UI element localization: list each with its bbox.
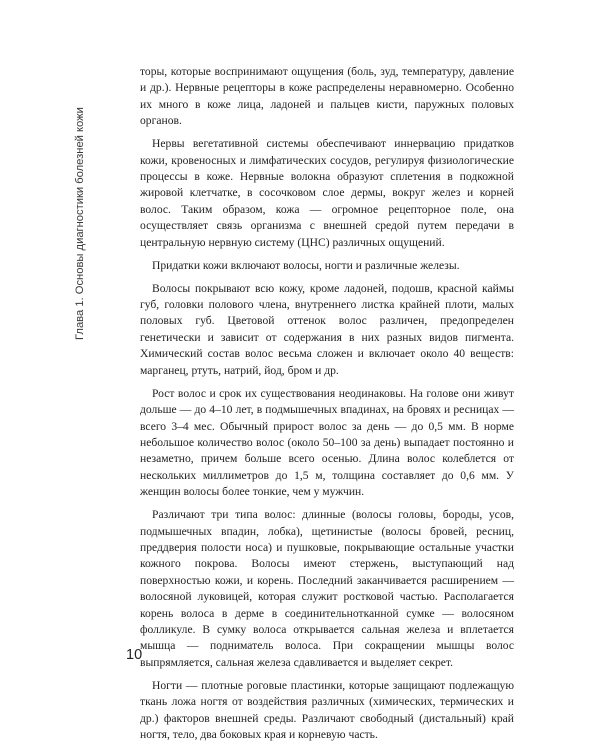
paragraph-4: Волосы покрывают всю кожу, кроме ладоней, подошв, красной каймы губ, головки полового члена, внутреннего листка крайней плоти, малых половых губ. Цветовой оттенок волос различен, предопределен генетически и зависит от содержания в них разных видов пигмента. Химический состав волос весьма сложен и включает около 40 веществ: марганец, ртуть, натрий, йод, бром и др. — [140, 281, 514, 377]
paragraph-7: Ногти — плотные роговые пластинки, которые защищают подлежащую ткань ложа ногтя от воздействия различных (химических, термических и др.) факторов внешней среды. Различают свободный (дистальный) край ногтя, тело, два боковых края и корневую часть. — [140, 678, 514, 741]
page-number: 10 — [126, 647, 143, 663]
running-header: Глава 1. Основы диагностики болезней кожи — [74, 107, 86, 340]
paragraph-2: Нервы вегетативной системы обеспечивают иннервацию придатков кожи, кровеносных и лимфатических сосудов, регулируя физиологические процессы в коже. Нервные волокна образуют сплетения в подкожной жировой клетчатке, в сосочковом слое дермы, вокруг желез и корней волос. Таким образом, кожа — огромное рецепторное поле, она осуществляет связь организма с внешней средой путем передачи в центральную нервную систему (ЦНС) различных ощущений. — [140, 137, 514, 249]
paragraph-1: торы, которые воспринимают ощущения (боль, зуд, температуру, давление и др.). Нервные рецепторы в коже распределены неравномерно. Особенно их много в коже лица, ладоней и пальцев кисти, паружных половых органов. — [140, 65, 514, 128]
body-text — [140, 64, 514, 750]
paragraph-5: Рост волос и срок их существования неодинаковы. На голове они живут дольше — до 4–10 лет, в подмышечных впадинах, на бровях и ресницах — всего 3–4 мес. Обычный прирост волос за день — до 0,5 мм. В норме небольшое количество волос (около 50–100 за день) выпадает постоянно и незаметно, причем больше всего осенью. Длина волос колеблется от нескольких миллиметров до 1,5 м, толщина составляет до 0,6 мм. У женщин волосы более тонкие, чем у мужчин. — [140, 386, 514, 499]
paragraph-6: Различают три типа волос: длинные (волосы головы, бороды, усов, подмышечных впадин, лобка), щетинистые (волосы бровей, ресниц, преддверия полости носа) и пушковые, покрывающие остальные участки кожного покрова. Волосы имеют стержень, выступающий над поверхностью кожи, и корень. Последний заканчивается расширением — волосяной луковицей, которая служит ростковой частью. Располагается корень волоса в дерме в соединительнотканной сумке — волосяном фолликуле. В сумку волоса открывается сальная железа и вплетается мышца — подниматель волоса. При сокращении мышцы волос выпрямляется, сальная железа сдавливается и выделяет секрет. — [140, 508, 514, 669]
paragraph-3: Придатки кожи включают волосы, ногти и различные железы. — [152, 258, 460, 272]
